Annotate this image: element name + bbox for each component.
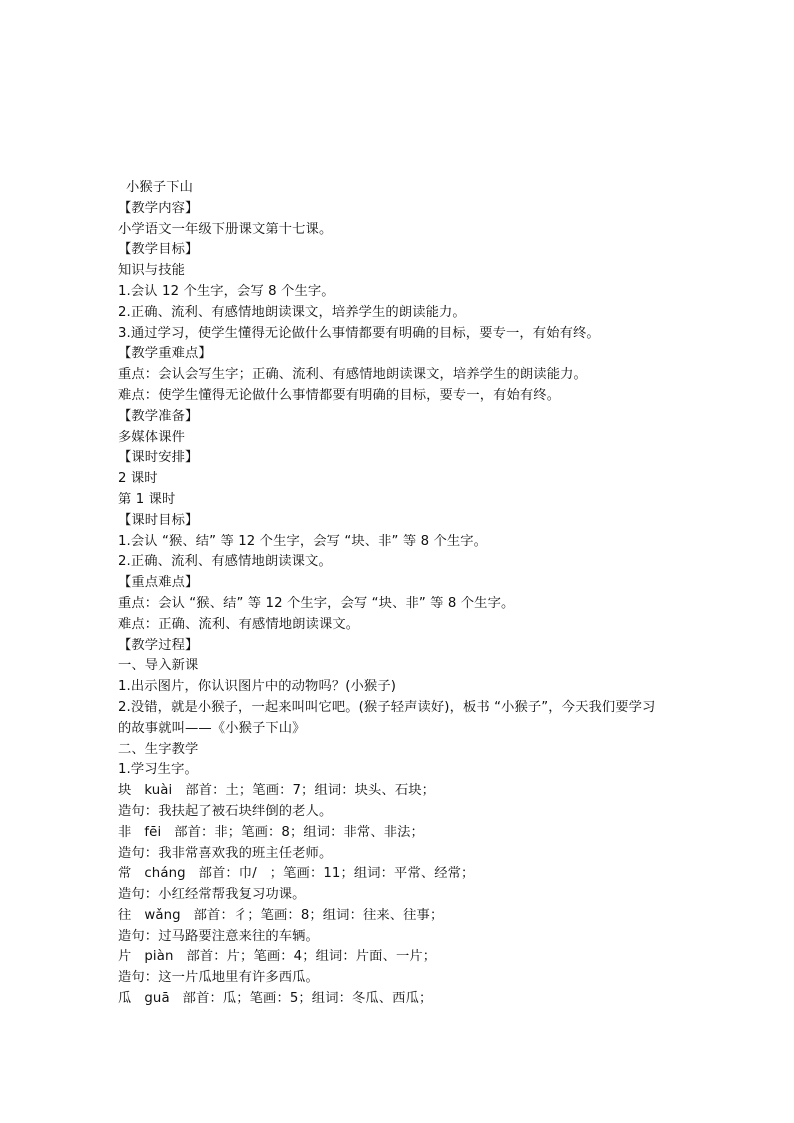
process-item: 2.没错，就是小猴子，一起来叫叫它吧。(猴子轻声读好)，板书 “小猴子”，今天我们要学习	[118, 699, 656, 715]
example-sentence: 造句：我扶起了被石块绊倒的老人。	[118, 803, 333, 819]
example-sentence: 造句：过马路要注意来往的车辆。	[118, 928, 319, 944]
document-body	[118, 178, 688, 1010]
character-entry: 瓜 guā 部首：瓜；笔画：5；组词：冬瓜、西瓜；	[118, 991, 433, 1007]
subheading-character-teaching: 二、生字教学	[118, 741, 199, 757]
subheading-knowledge-skills: 知识与技能	[118, 263, 185, 279]
process-item: 1.学习生字。	[118, 762, 198, 778]
goal-item: 1.会认 12 个生字，会写 8 个生字。	[118, 283, 335, 299]
lesson-title: 小猴子下山	[126, 180, 193, 195]
goal-item: 3.通过学习，使学生懂得无论做什么事情都要有明确的目标，要专一，有始有终。	[118, 325, 600, 341]
character-entry: 非 fēi 部首：非；笔画：8；组词：非常、非法；	[118, 824, 424, 840]
section-heading-key-points: 【重点难点】	[118, 575, 199, 591]
character-entry: 往 wǎng 部首：彳；笔画：8；组词：往来、往事；	[118, 907, 444, 923]
section-heading-teaching-goals: 【教学目标】	[118, 242, 199, 258]
section-heading-teaching-process: 【教学过程】	[118, 637, 199, 653]
process-item-continuation: 的故事就叫——《小猴子下山》	[118, 720, 306, 736]
key-point: 重点：会认会写生字；正确、流利、有感情地朗读课文，培养学生的朗读能力。	[118, 367, 587, 383]
paragraph: 2 课时	[118, 471, 158, 487]
subheading-introduction: 一、导入新课	[118, 658, 199, 674]
example-sentence: 造句：小红经常帮我复习功课。	[118, 887, 306, 903]
section-heading-period-goals: 【课时目标】	[118, 512, 199, 528]
goal-item: 2.正确、流利、有感情地朗读课文，培养学生的朗读能力。	[118, 304, 466, 320]
section-heading-schedule: 【课时安排】	[118, 450, 199, 466]
key-point: 重点：会认 “猴、结” 等 12 个生字，会写 “块、非” 等 8 个生字。	[118, 595, 515, 611]
paragraph: 多媒体课件	[118, 429, 185, 445]
section-heading-preparation: 【教学准备】	[118, 408, 199, 424]
character-entry: 常 cháng 部首：巾/ ；笔画：11；组词：平常、经常；	[118, 866, 475, 882]
difficult-point: 难点：正确、流利、有感情地朗读课文。	[118, 616, 360, 632]
paragraph: 小学语文一年级下册课文第十七课。	[118, 221, 333, 237]
goal-item: 2.正确、流利、有感情地朗读课文。	[118, 554, 332, 570]
example-sentence: 造句：我非常喜欢我的班主任老师。	[118, 845, 333, 861]
example-sentence: 造句：这一片瓜地里有许多西瓜。	[118, 970, 319, 986]
character-entry: 块 kuài 部首：土；笔画：7；组词：块头、石块；	[118, 783, 436, 799]
lesson-period-heading: 第 1 课时	[118, 491, 176, 507]
difficult-point: 难点：使学生懂得无论做什么事情都要有明确的目标，要专一，有始有终。	[118, 387, 561, 403]
process-item: 1.出示图片，你认识图片中的动物吗？(小猴子)	[118, 679, 397, 695]
section-heading-key-difficult-points: 【教学重难点】	[118, 346, 212, 362]
section-heading-teaching-content: 【教学内容】	[118, 200, 199, 216]
character-entry: 片 piàn 部首：片；笔画：4；组词：片面、一片；	[118, 949, 437, 965]
goal-item: 1.会认 “猴、结” 等 12 个生字，会写 “块、非” 等 8 个生字。	[118, 533, 488, 549]
